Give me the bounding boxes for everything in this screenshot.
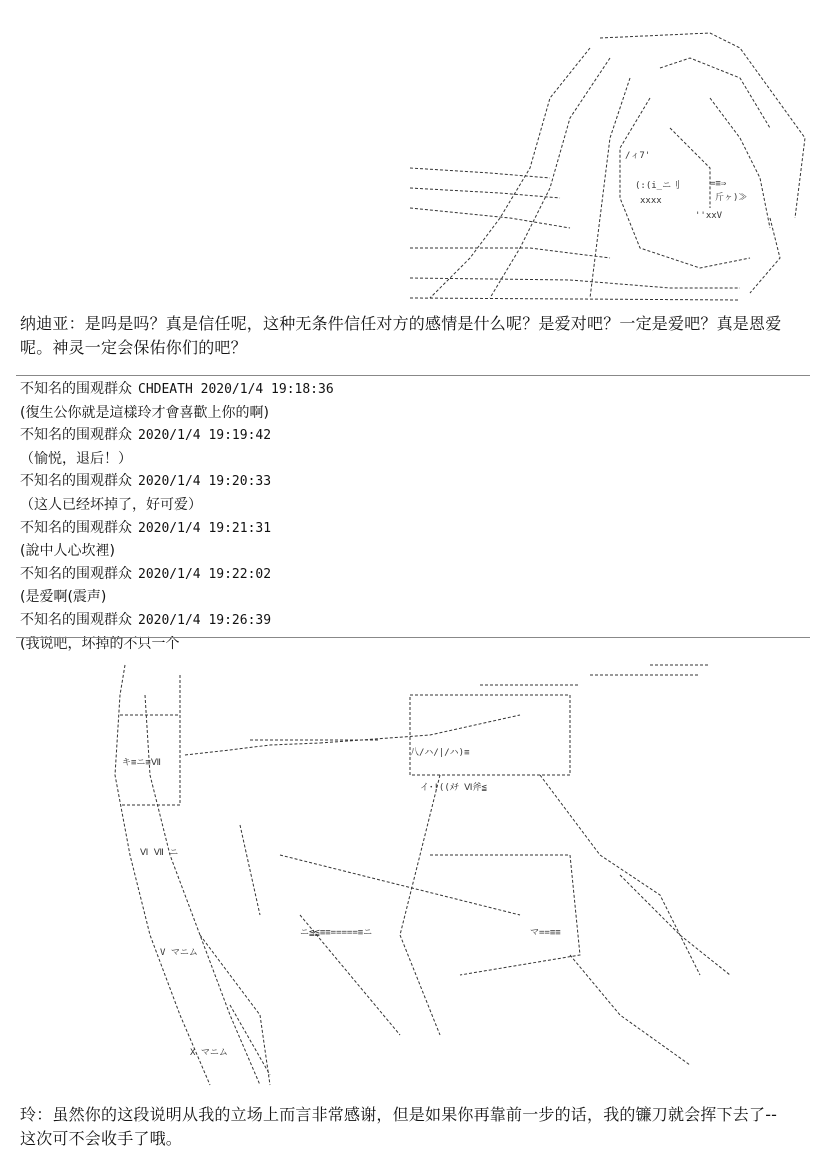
top-ascii-art-drawing xyxy=(410,18,810,308)
comments-top-divider xyxy=(16,375,810,376)
comment-author: 不知名的围观群众 xyxy=(20,381,132,397)
svg-text:斤ヶ)≫: 斤ヶ)≫ xyxy=(715,193,748,203)
comment-item xyxy=(20,424,800,470)
comment-item xyxy=(20,609,800,655)
comment-item xyxy=(20,378,800,424)
comment-meta: CHDEATH 2020/1/4 19:18:36 xyxy=(138,382,334,397)
svg-text:Ⅵ Ⅶ ニ: Ⅵ Ⅶ ニ xyxy=(140,848,179,858)
comment-meta: 2020/1/4 19:26:39 xyxy=(138,612,272,628)
comment-body: （愉悦，退后！） xyxy=(20,450,132,467)
comment-item xyxy=(20,517,800,563)
bottom-ascii-art-drawing xyxy=(100,655,760,1100)
bottom-dialogue xyxy=(20,1103,815,1151)
svg-text:/ィ7': /ィ7' xyxy=(625,151,651,161)
comment-body: （这人已经坏掉了，好可爱） xyxy=(20,496,202,513)
comment-author: 不知名的围观群众 xyxy=(20,565,132,582)
svg-text:(:(i_ニ刂: (:(i_ニ刂 xyxy=(635,181,681,191)
bottom-dialogue-line-1: 玲：虽然你的这段说明从我的立场上而言非常感谢，但是如果你再靠前一步的话，我的镰刀就会挥下去了-- xyxy=(20,1105,778,1124)
svg-text:イ･!((ﾒﾁ Ⅵ斧≦: イ･!((ﾒﾁ Ⅵ斧≦ xyxy=(420,783,487,793)
top-dialogue-line-2: 呢。神灵一定会保佑你们的吧？ xyxy=(20,338,247,357)
comment-author: 不知名的围观群众 xyxy=(20,519,132,536)
top-dialogue-line-1: 纳迪亚：是吗是吗？真是信任呢，这种无条件信任对方的感情是什么呢？是爱对吧？一定是爱吧？真是恩爱 xyxy=(20,314,782,333)
svg-text:キ≡ニ≡Ⅶ: キ≡ニ≡Ⅶ xyxy=(122,758,161,768)
bottom-dialogue-line-2: 这次可不会收手了哦。 xyxy=(20,1129,183,1148)
svg-text:マ==≡≡: マ==≡≡ xyxy=(530,928,561,938)
comment-body: (說中人心坎裡) xyxy=(20,543,115,560)
comment-body: (是爱啊(震声) xyxy=(20,589,107,606)
comment-body: (復生公你就是這樣玲才會喜歡上你的啊) xyxy=(20,404,269,421)
svg-text:八/ハ/|/ハ)≡: 八/ハ/|/ハ)≡ xyxy=(410,748,470,758)
comments-bottom-divider xyxy=(16,637,810,638)
comment-meta: 2020/1/4 19:21:31 xyxy=(138,520,272,536)
comment-author: 不知名的围观群众 xyxy=(20,473,132,490)
comment-author: 不知名的围观群众 xyxy=(20,427,132,444)
svg-text:V マニム: V マニム xyxy=(160,948,198,958)
bottom-ascii-art xyxy=(100,655,760,1100)
top-dialogue xyxy=(20,312,815,360)
comment-author: 不知名的围观群众 xyxy=(20,611,132,628)
comment-meta: 2020/1/4 19:22:02 xyxy=(138,566,272,582)
comment-body: (我说吧，坏掉的不只一个 xyxy=(20,635,180,652)
svg-text:''xxV: ''xxV xyxy=(695,211,723,221)
comment-item xyxy=(20,563,800,609)
svg-text:ニ≦≦≡≡=====≡ニ: ニ≦≦≡≡=====≡ニ xyxy=(300,928,373,938)
svg-text:xxxx: xxxx xyxy=(640,196,662,206)
svg-text:=≡⇒: =≡⇒ xyxy=(710,179,727,189)
comment-item xyxy=(20,470,800,516)
comment-meta: 2020/1/4 19:19:42 xyxy=(138,428,272,444)
comment-meta: 2020/1/4 19:20:33 xyxy=(138,474,272,490)
top-ascii-art xyxy=(410,18,810,308)
comment-list xyxy=(20,378,800,655)
svg-text:X マニム: X マニム xyxy=(190,1048,228,1058)
